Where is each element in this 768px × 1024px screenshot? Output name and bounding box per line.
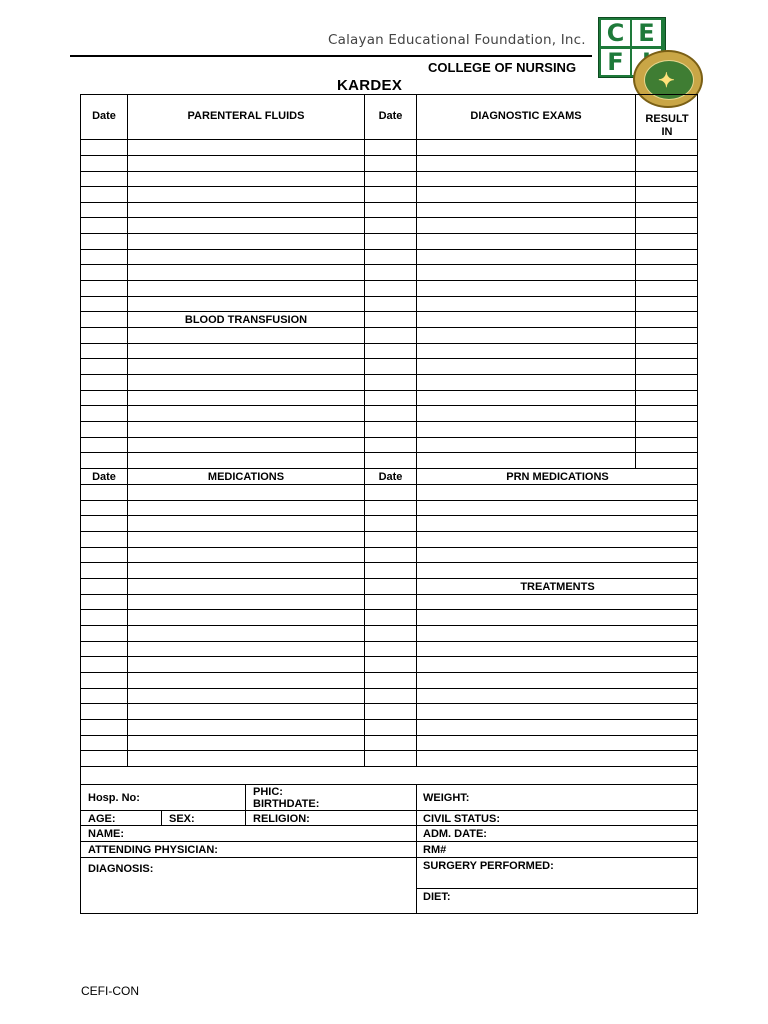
grid-row-line [635,437,697,438]
sex-label: SEX: [169,813,195,825]
grid-row-line [635,374,697,375]
grid-row-line [635,421,697,422]
grid-row-line [81,750,697,751]
grid-row-line [81,766,697,767]
grid-row-line [81,233,635,234]
grid-row-line [81,296,635,297]
grid-column-line [635,95,636,468]
grid-row-line [635,264,697,265]
grid-row-line [81,703,697,704]
grid-row-line [81,594,697,595]
grid-row-line [635,390,697,391]
grid-column-line [364,95,365,766]
grid-column-line [416,95,417,766]
grid-row-line [635,186,697,187]
kardex-form [80,94,698,914]
age-label: AGE: [88,813,116,825]
grid-row-line [81,625,697,626]
grid-row-line [635,358,697,359]
form-code: CEFI-CON [81,984,139,998]
grid-row-line [635,249,697,250]
grid-row-line [81,311,635,312]
grid-row-line [81,186,635,187]
grid-row-line [81,672,697,673]
grid-row-line [81,735,697,736]
grid-row-line [81,784,697,785]
logo-letter: E [632,20,661,46]
grid-row-line [81,719,697,720]
grid-row-line [81,421,635,422]
treatments-label: TREATMENTS [520,581,595,593]
header-rule [70,55,592,57]
grid-row-line [81,578,697,579]
grid-row-line [81,405,635,406]
adm-date-label: ADM. DATE: [423,828,487,840]
grid-row-line [81,437,635,438]
grid-row-line [81,468,697,469]
hosp-no-label: Hosp. No: [88,792,140,804]
header-date-right: Date [378,110,403,122]
grid-row-line [635,202,697,203]
grid-row-line [81,688,697,689]
college-name: COLLEGE OF NURSING [428,60,577,75]
form-title: KARDEX [337,77,403,94]
grid-column-line [161,810,162,825]
header-medications: MEDICATIONS [207,471,285,483]
grid-row-line [81,390,635,391]
grid-row-line [81,810,697,811]
grid-row-line [81,171,635,172]
grid-row-line [635,217,697,218]
grid-row-line [635,296,697,297]
birthdate-label: BIRTHDATE: [253,798,320,810]
grid-row-line [81,656,697,657]
seal-emblem-icon: ✦ [658,70,675,92]
grid-row-line [635,155,697,156]
logo-letter: F [601,49,630,75]
grid-row-line [81,641,697,642]
header-date-left-2: Date [92,471,116,483]
grid-row-line [81,825,697,826]
grid-row-line [81,358,635,359]
grid-row-line [81,857,697,858]
grid-row-line [81,452,635,453]
logo-letter: C [601,20,630,46]
header-date-left: Date [92,110,116,122]
grid-row-line [635,280,697,281]
grid-column-line [127,95,128,766]
grid-row-line [635,452,697,453]
grid-row-line [81,327,635,328]
header-parenteral-fluids: PARENTERAL FLUIDS [187,110,305,122]
grid-row-line [635,233,697,234]
grid-row-line [635,311,697,312]
grid-column-line [245,784,246,825]
grid-row-line [81,547,697,548]
grid-row-line [635,171,697,172]
religion-label: RELIGION: [253,813,310,825]
phic-label: PHIC: [253,786,283,798]
header-diagnostic-exams: DIAGNOSTIC EXAMS [470,110,582,122]
grid-row-line [81,841,697,842]
grid-row-line [635,139,697,140]
grid-row-line [81,484,697,485]
grid-row-line [635,405,697,406]
rm-label: RM# [423,844,447,856]
header-prn-medications: PRN MEDICATIONS [506,471,609,483]
grid-row-line [81,155,635,156]
grid-row-line [81,139,635,140]
grid-row-line [81,280,635,281]
grid-row-line [81,343,635,344]
header-result-line1: RESULT [645,113,689,125]
grid-row-line [81,374,635,375]
civil-status-label: CIVIL STATUS: [423,813,500,825]
grid-column-line [416,784,417,914]
grid-row-line [416,888,697,889]
organization-name: Calayan Educational Foundation, Inc. [328,32,586,48]
blood-transfusion-label: BLOOD TRANSFUSION [184,314,308,326]
weight-label: WEIGHT: [423,792,470,804]
grid-row-line [81,249,635,250]
grid-row-line [81,500,697,501]
header-result-line2: IN [661,126,673,138]
grid-row-line [81,515,697,516]
surgery-performed-label: SURGERY PERFORMED: [423,860,554,872]
grid-row-line [81,217,635,218]
diet-label: DIET: [423,891,451,903]
diagnosis-label: DIAGNOSIS: [88,863,154,875]
grid-row-line [81,531,697,532]
grid-row-line [81,609,697,610]
attending-physician-label: ATTENDING PHYSICIAN: [88,844,218,856]
grid-row-line [81,202,635,203]
grid-row-line [81,562,697,563]
grid-row-line [635,327,697,328]
name-label: NAME: [88,828,125,840]
header-date-right-2: Date [378,471,403,483]
grid-row-line [81,264,635,265]
grid-row-line [635,343,697,344]
